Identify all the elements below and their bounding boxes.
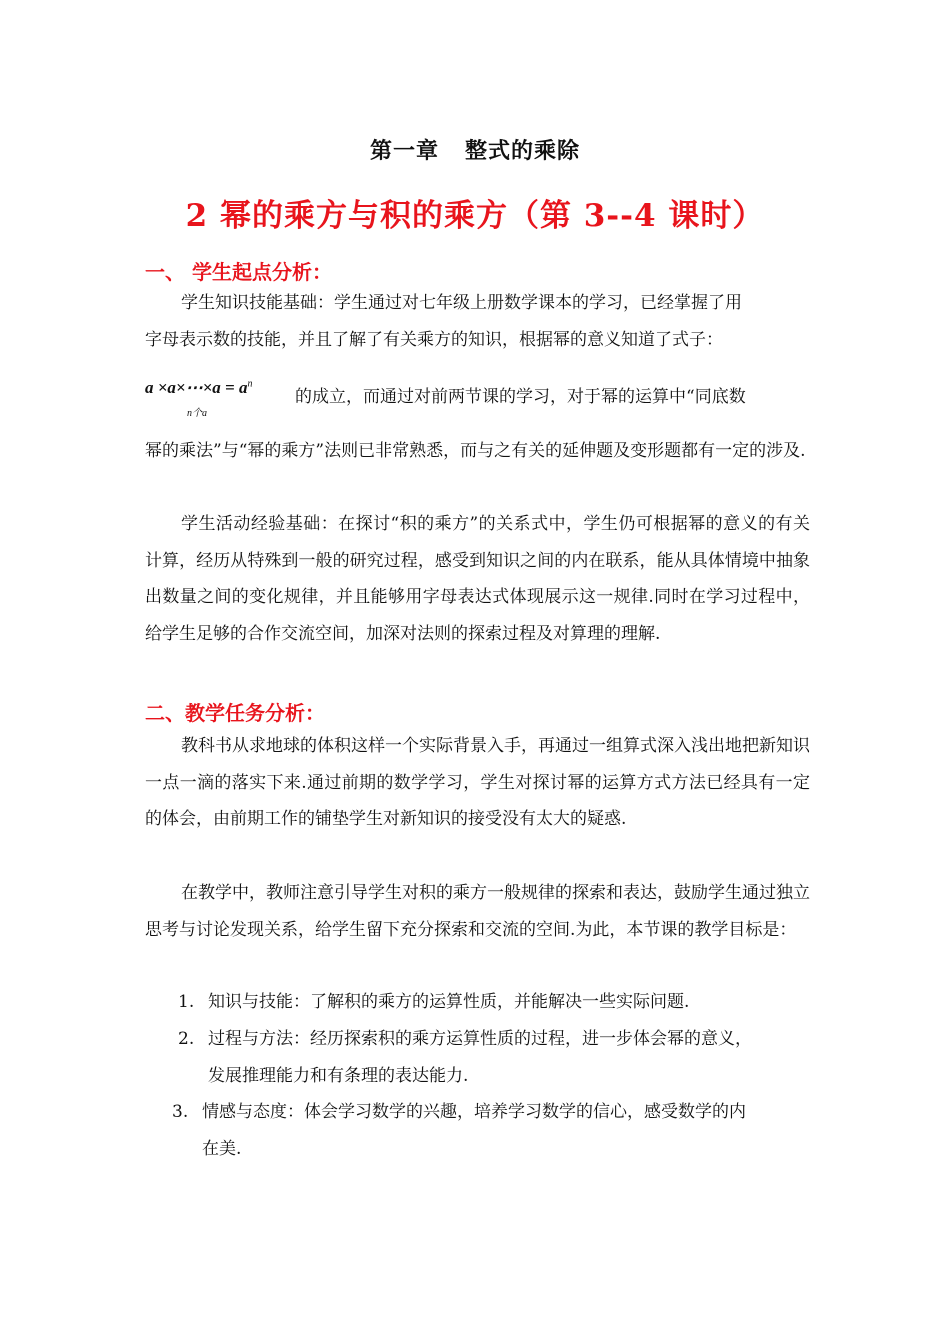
paragraph: 幂的乘法”与“幂的乘方”法则已非常熟悉，而与之有关的延伸题及变形题都有一定的涉及.: [145, 441, 806, 461]
paragraph: 教科书从求地球的体积这样一个实际背景入手，再通过一组算式深入浅出地把新知识一点一滴的落实下来.通过前期的数学学习，学生对探讨幂的运算方式方法已经具有一定的体会，由前期工作的铺垫学生对新知识的接受没有太大的疑惑.: [145, 736, 810, 829]
chapter-number: 第一章: [369, 138, 439, 164]
goal-text: 过程与方法：经历探索积的乘方运算性质的过程，进一步体会幂的意义，: [208, 1029, 752, 1049]
goal-text-continuation: 在美.: [202, 1139, 242, 1159]
goal-item: [178, 984, 689, 1021]
formula-expression: a ×a×⋯×a = a: [145, 378, 248, 397]
goal-number: 1.: [178, 992, 195, 1012]
section-heading-1: 一、 学生起点分析：: [145, 260, 332, 284]
lesson-title: 2 幂的乘方与积的乘方（第 3--4 课时）: [185, 198, 765, 234]
goal-text: 情感与态度：体会学习数学的兴趣，培养学习数学的信心，感受数学的内: [202, 1102, 746, 1122]
formula-line: [145, 378, 810, 428]
section-heading-2: 二、教学任务分析：: [145, 701, 325, 725]
goal-item: [172, 1094, 746, 1131]
goal-text-continuation: 发展推理能力和有条理的表达能力.: [208, 1066, 469, 1086]
paragraph: 学生活动经验基础：在探讨“积的乘方”的关系式中，学生仍可根据幂的意义的有关计算，经历从特殊到一般的研究过程，感受到知识之间的内在联系，能从具体情境中抽象出数量之间的变化规律，并且能够用字母表达式体现展示这一规律.同时在学习过程中，给学生足够的合作交流空间，加深对法则的探索过程及对算理的理解.: [145, 514, 810, 644]
paragraph-line: 学生知识技能基础：学生通过对七年级上册数学课本的学习，已经掌握了用: [181, 293, 742, 313]
power-formula: [145, 378, 253, 419]
goal-number: 2.: [178, 1029, 195, 1049]
paragraph-line: 字母表示数的技能，并且了解了有关乘方的知识，根据幂的意义知道了式子：: [145, 330, 723, 350]
goal-number: 3.: [172, 1102, 189, 1122]
goal-text: 知识与技能：了解积的乘方的运算性质，并能解决一些实际问题.: [208, 992, 690, 1012]
paragraph-line: 的成立，而通过对前两节课的学习，对于幂的运算中“同底数: [295, 387, 746, 407]
chapter-title: 整式的乘除: [465, 138, 581, 164]
formula-exponent: n: [247, 378, 253, 390]
paragraph: 在教学中，教师注意引导学生对积的乘方一般规律的探索和表达，鼓励学生通过独立思考与讨论发现关系，给学生留下充分探索和交流的空间.为此，本节课的教学目标是：: [145, 883, 810, 940]
goal-item: [178, 1021, 752, 1058]
chapter-heading: [0, 134, 950, 165]
formula-underbrace-label: n个a: [187, 408, 207, 419]
